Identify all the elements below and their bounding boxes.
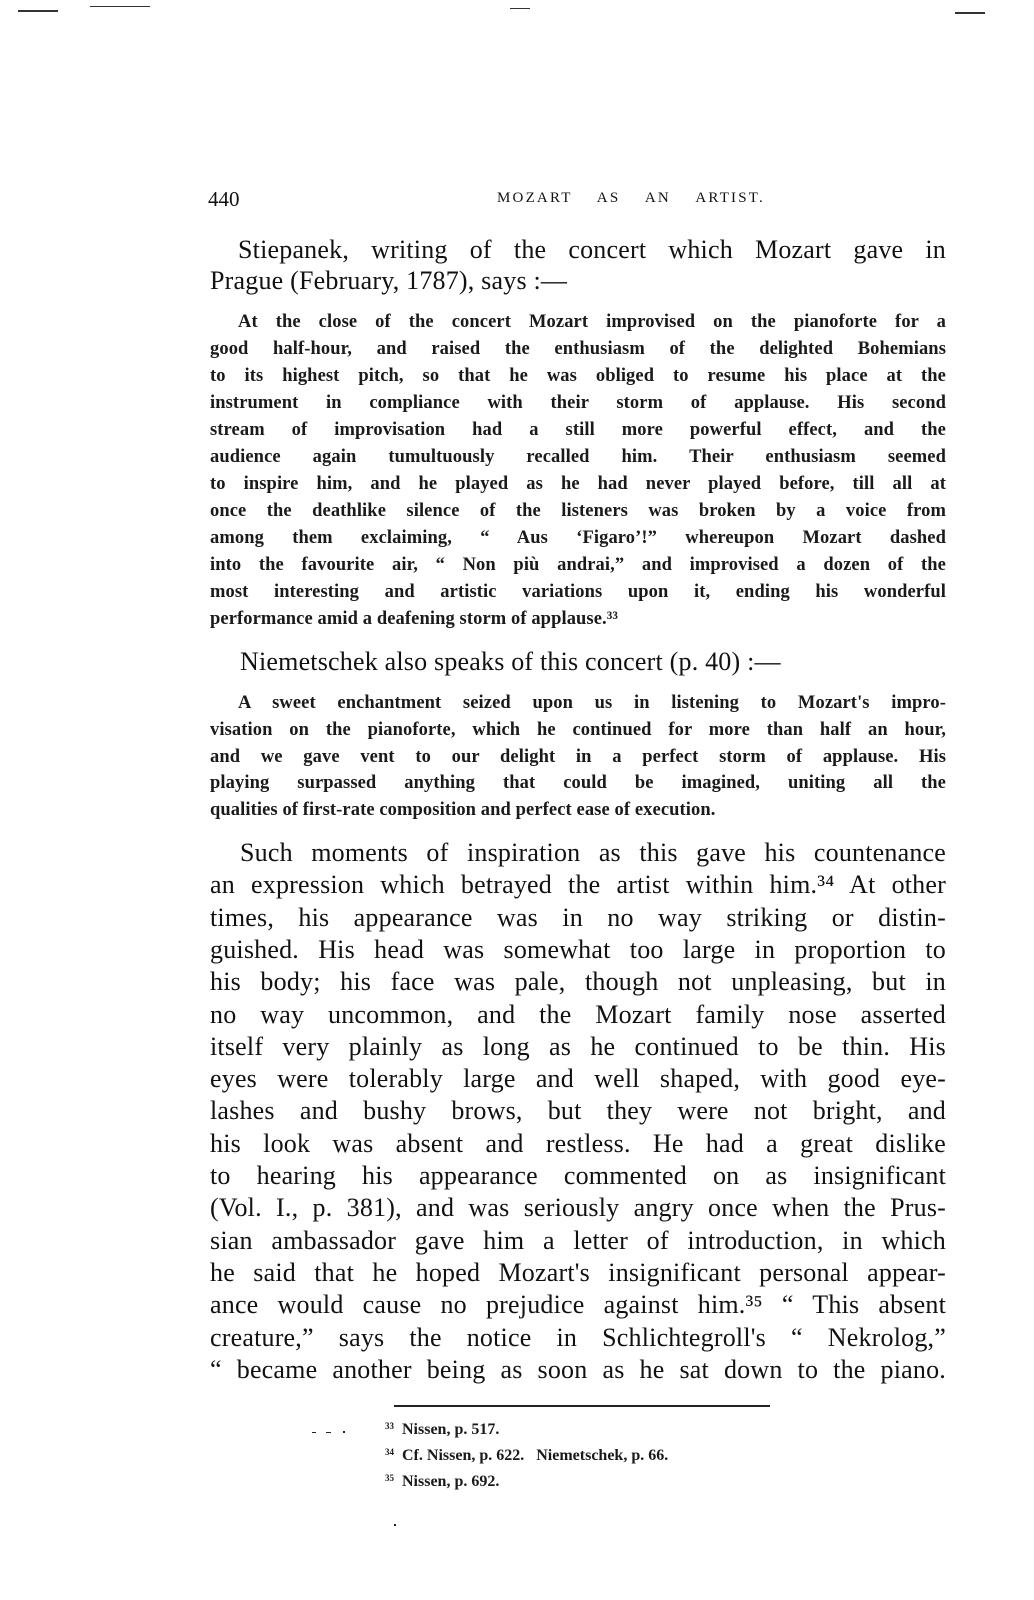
text-line: (Vol. I., p. 381), and was seriously angry once when the Prus-: [210, 1193, 946, 1223]
text-line: qualities of first-rate composition and perfect ease of execution.: [210, 800, 716, 821]
text-line: Prague (February, 1787), says :—: [210, 266, 568, 295]
text-line: Such moments of inspiration as this gave his countenance: [240, 838, 946, 867]
text-line: lashes and bushy brows, but they were not bright, and: [210, 1096, 946, 1126]
text-line: eyes were tolerably large and well shaped, with good eye-: [210, 1064, 946, 1094]
footnote-rule: [394, 1405, 770, 1407]
text-line: performance amid a deafening storm of applause.³³: [210, 609, 619, 629]
text-line: itself very plainly as long as he continued to be thin. His: [210, 1031, 946, 1061]
footnote-text: Nissen, p. 517.: [402, 1421, 500, 1438]
text-line: to inspire him, and he played as he had never played before, till all at: [210, 474, 946, 494]
text-line: among them exclaiming, “ Aus ‘Figaro’!” whereupon Mozart dashed: [210, 528, 946, 548]
scan-artifact: [343, 1431, 345, 1433]
scan-artifact: [510, 8, 530, 9]
text-line: stream of improvisation had a still more powerful effect, and the: [210, 420, 946, 440]
text-line: visation on the pianoforte, which he continued for more than half an hour,: [210, 719, 946, 740]
text-line: no way uncommon, and the Mozart family nose asserted: [210, 999, 946, 1029]
footnote-34: [385, 1448, 668, 1464]
scan-artifact: [955, 12, 985, 14]
scan-artifact: [326, 1432, 331, 1433]
text-line: into the favourite air, “ Non più andrai,” and improvised a dozen of the: [210, 555, 946, 575]
text-line: times, his appearance was in no way striking or distin-: [210, 902, 946, 932]
text-line: sian ambassador gave him a letter of introduction, in which: [210, 1225, 946, 1255]
running-title: MOZART AS AN ARTIST.: [497, 190, 765, 206]
text-line: an expression which betrayed the artist within him.³⁴ At other: [210, 870, 946, 900]
footnote-text: Cf. Nissen, p. 622. Niemetschek, p. 66.: [402, 1447, 669, 1464]
text-line: instrument in compliance with their storm of applause. His second: [210, 393, 946, 413]
scan-artifact: [394, 1524, 396, 1526]
text-line: Stiepanek, writing of the concert which Mozart gave in: [238, 235, 946, 264]
text-line: most interesting and artistic variations upon it, ending his wonderful: [210, 582, 946, 602]
footnote-number: 34: [385, 1447, 394, 1457]
text-line: ance would cause no prejudice against him.³⁵ “ This absent: [210, 1290, 946, 1320]
scan-artifact: [18, 10, 58, 12]
text-line: Niemetschek also speaks of this concert (p. 40) :—: [240, 647, 781, 676]
text-line: to its highest pitch, so that he was obliged to resume his place at the: [210, 366, 946, 386]
text-line: once the deathlike silence of the listeners was broken by a voice from: [210, 501, 946, 521]
text-line: “ became another being as soon as he sat down to the piano.: [210, 1354, 946, 1384]
text-line: guished. His head was somewhat too large in proportion to: [210, 934, 946, 964]
footnote-number: 33: [385, 1421, 394, 1431]
text-line: creature,” says the notice in Schlichtegroll's “ Nekrolog,”: [210, 1322, 946, 1352]
scan-artifact: [90, 6, 150, 7]
text-line: and we gave vent to our delight in a perfect storm of applause. His: [210, 746, 946, 767]
text-line: At the close of the concert Mozart improvised on the pianoforte for a: [238, 312, 946, 332]
page-number: 440: [208, 187, 240, 211]
footnote-text: Nissen, p. 692.: [402, 1473, 500, 1490]
scan-artifact: [312, 1432, 316, 1433]
text-line: A sweet enchantment seized upon us in listening to Mozart's impro-: [238, 693, 946, 713]
text-line: to hearing his appearance commented on as insignificant: [210, 1161, 946, 1190]
footnote-number: 35: [385, 1473, 394, 1483]
footnote-35: [385, 1474, 499, 1490]
text-line: he said that he hoped Mozart's insignificant personal appear-: [210, 1257, 946, 1287]
footnote-33: [385, 1422, 499, 1438]
text-line: good half-hour, and raised the enthusiasm of the delighted Bohemians: [210, 339, 946, 359]
text-line: his body; his face was pale, though not unpleasing, but in: [210, 967, 946, 997]
text-line: his look was absent and restless. He had a great dislike: [210, 1128, 946, 1158]
text-line: audience again tumultuously recalled him. Their enthusiasm seemed: [210, 447, 946, 467]
text-line: playing surpassed anything that could be imagined, uniting all the: [210, 773, 946, 794]
